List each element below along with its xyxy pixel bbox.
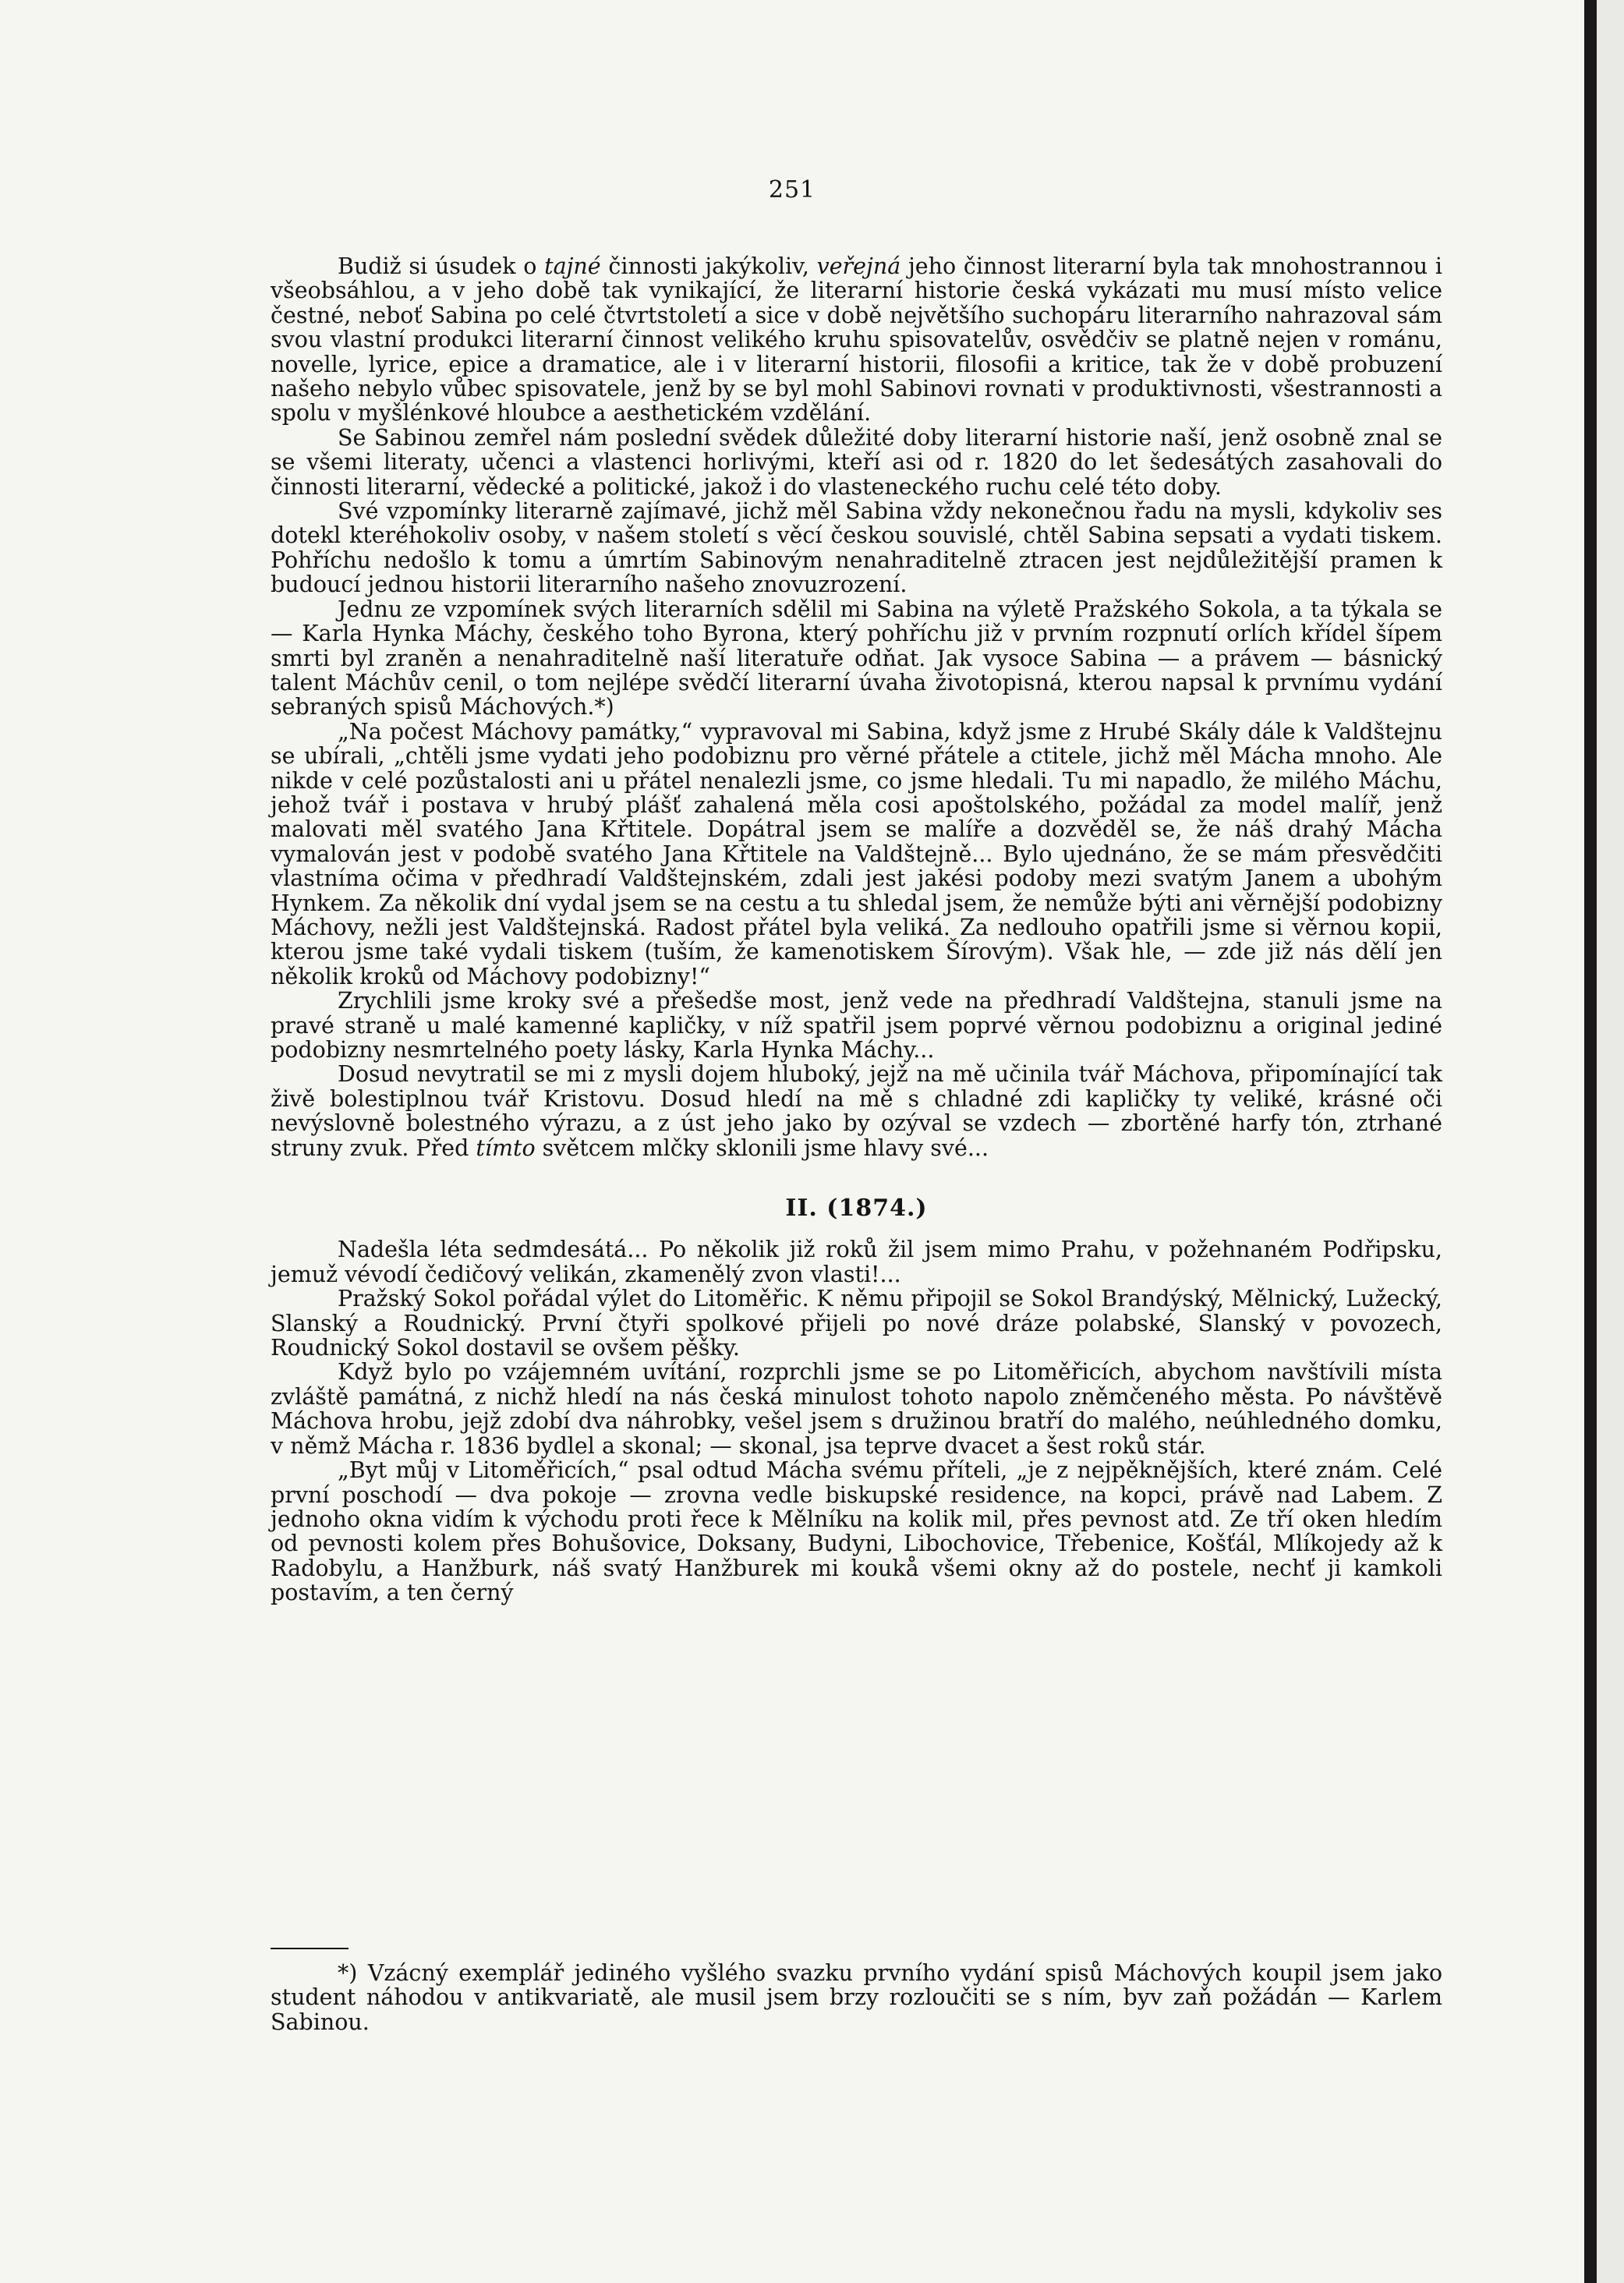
footnote-text: *) Vzácný exemplář jediného vyšlého svazku prvního vydání spisů Máchových koupil jsem jako student náhodou v antikvariatě, ale musil jsem brzy rozloučiti se s ním, byv zaň požádán — Karlem Sabinou. [271,1960,1442,2035]
footnote-divider [271,1948,349,1949]
footnote [271,1961,1442,2034]
paragraph: Nadešla léta sedmdesátá... Po několik již roků žil jsem mimo Prahu, v požehnaném Podřipsku, jemuž vévodí čedičový velikán, zkamenělý zvon vlasti!... [271,1237,1442,1287]
paragraph: Se Sabinou zemřel nám poslední svědek důležité doby literarní historie naší, jenž osobně znal se se všemi literaty, učenci a vlastenci horlivými, kteří asi od r. 1820 do let šedesátých zasahovali do činnosti literarní, vědecké a politické, jakož i do vlasteneckého ruchu celé této doby. [271,424,1442,500]
paragraph: „Na počest Máchovy památky,“ vypravoval mi Sabina, když jsme z Hrubé Skály dále k Valdštejnu se ubírali, „chtěli jsme vydati jeho podobiznu pro věrné přátele a ctitele, jichž měl Mácha mnoho. Ale nikde v celé pozůstalosti ani u přátel nenalezli jsme, co jsme hledali. Tu mi napadlo, že milého Máchu, jehož tvář i postava v hrubý plášť zahalená měla cosi apoštolského, požádal za model malíř, jenž malovati měl svatého Jana Křtitele. Dopátral jsem se malíře a dozvěděl se, že náš drahý Mácha vymalován jest v podobě svatého Jana Křtitele na Valdštejně... Bylo ujednáno, že se mám přesvědčiti vlastníma očima v předhradí Valdštejnském, zdali jest jakési podoby mezi svatým Janem a ubohým Hynkem. Za několik dní vydal jsem se na cestu a tu shledal jsem, že nemůže býti ani věrnější podobizny Máchovy, nežli jest Valdštejnská. Radost přátel byla veliká. Za nedlouho opatřili jsme si věrnou kopii, kterou jsme také vydali tiskem (tuším, že kamenotiskem Šírovým). Však hle, — zde již nás dělí jen několik kroků od Máchovy podobizny!“ [271,718,1442,989]
paragraph: Když bylo po vzájemném uvítání, rozprchli jsme se po Litoměřicích, abychom navštívili místa zvláště památná, z nichž hledí na nás česká minulost tohoto napolo zněmčeného města. Po návštěvě Máchova hrobu, jejž zdobí dva náhrobky, vešel jsem s družinou bratří do malého, neúhledného domku, v němž Mácha r. 1836 bydlel a skonal; — skonal, jsa teprve dvacet a šest roků stár. [271,1359,1442,1459]
page-number: 251 [768,176,816,204]
paragraph: Pražský Sokol pořádal výlet do Litoměřic. K němu připojil se Sokol Brandýský, Mělnický, Lužecký, Slanský a Roudnický. První čtyři spolkové přijeli po nové dráze polabské, Slanský v povozech, Roudnický Sokol dostavil se ovšem pěšky. [271,1286,1442,1361]
paragraph: „Byt můj v Litoměřicích,“ psal odtud Mácha svému příteli, „je z nejpěknějších, které znám. Celé první poschodí — dva pokoje — zrovna vedle biskupské residence, na kopci, právě nad Labem. Z jednoho okna vidím k východu proti řece k Mělníku na kolik mil, přes pevnost atd. Ze tří oken hledím od pevnosti kolem přes Bohušovice, Doksany, Budyni, Libochovice, Třebenice, Košťál, Mlíkojedy až k Radobylu, a Hanžburk, náš svatý Hanžburek mi koukå všemi okny až do postele, nechť ji kamkoli postavím, a ten černý [271,1457,1442,1606]
paragraph: Své vzpomínky literarně zajímavé, jichž měl Sabina vždy nekonečnou řadu na mysli, kdykoliv ses dotekl kteréhokoliv osoby, v našem století s věcí českou souvislé, chtěl Sabina sepsati a vydati tiskem. Pohříchu nedošlo k tomu a úmrtím Sabinovým nenahraditelně ztracen jest nejdůležitější pramen k budoucí jednou historii literarního našeho znovuzrození. [271,498,1442,598]
paragraph: Budiž si úsudek o tajné činnosti jakýkoliv, veřejná jeho činnost literarní byla tak mnohostrannou i všeobsáhlou, a v jeho době tak vynikající, že literarní historie česká vykázati mu musí místo velice čestné, neboť Sabina po celé čtvrtstoletí a sice v době největšího suchopáru literarního nahrazoval sám svou vlastní produkci literarní činnost velikého kruhu spisovatelův, osvědčiv se platně nejen v románu, novelle, lyrice, epice a dramatice, ale i v literarní historii, filosofii a kritice, tak že v době probuzení našeho nebylo vůbec spisovatele, jenž by se byl mohl Sabinovi rovnati v produktivnosti, všestrannosti a spolu v myšlénkové hloubce a aesthetickém vzdělání. [271,253,1442,427]
page-gutter-shadow [1584,0,1597,2283]
section-heading: II. (1874.) [785,1195,928,1223]
main-text [271,254,1442,1605]
paragraph: Jednu ze vzpomínek svých literarních sdělil mi Sabina na výletě Pražského Sokola, a ta týkala se — Karla Hynka Máchy, českého toho Byrona, který pohříchu již v prvním rozpnutí orlích křídel šípem smrti byl zraněn a nenahraditelně naší literatuře odňat. Jak vysoce Sabina — a právem — básnický talent Máchův cenil, o tom nejlépe svědčí literarní úvaha životopisná, kterou napsal k prvnímu vydání sebraných spisů Máchových.*) [271,596,1442,720]
paragraph: Dosud nevytratil se mi z mysli dojem hluboký, jejž na mě učinila tvář Máchova, připomínající tak živě bolestiplnou tvář Kristovu. Dosud hledí na mě s chladné zdi kapličky ty veliké, krásné oči nevýslovně bolestného výrazu, a z úst jeho jako by ozýval se vzdech — zbortěné harfy tón, ztrhané struny zvuk. Před tímto světcem mlčky sklonili jsme hlavy své... [271,1061,1442,1161]
paragraph: Zrychlili jsme kroky své a přešedše most, jenž vede na předhradí Valdštejna, stanuli jsme na pravé straně u malé kamenné kapličky, v níž spatřil jsem poprvé věrnou podobiznu a original jediné podobizny nesmrtelného poety lásky, Karla Hynka Máchy... [271,988,1442,1063]
scan-margin [1597,0,1624,2283]
